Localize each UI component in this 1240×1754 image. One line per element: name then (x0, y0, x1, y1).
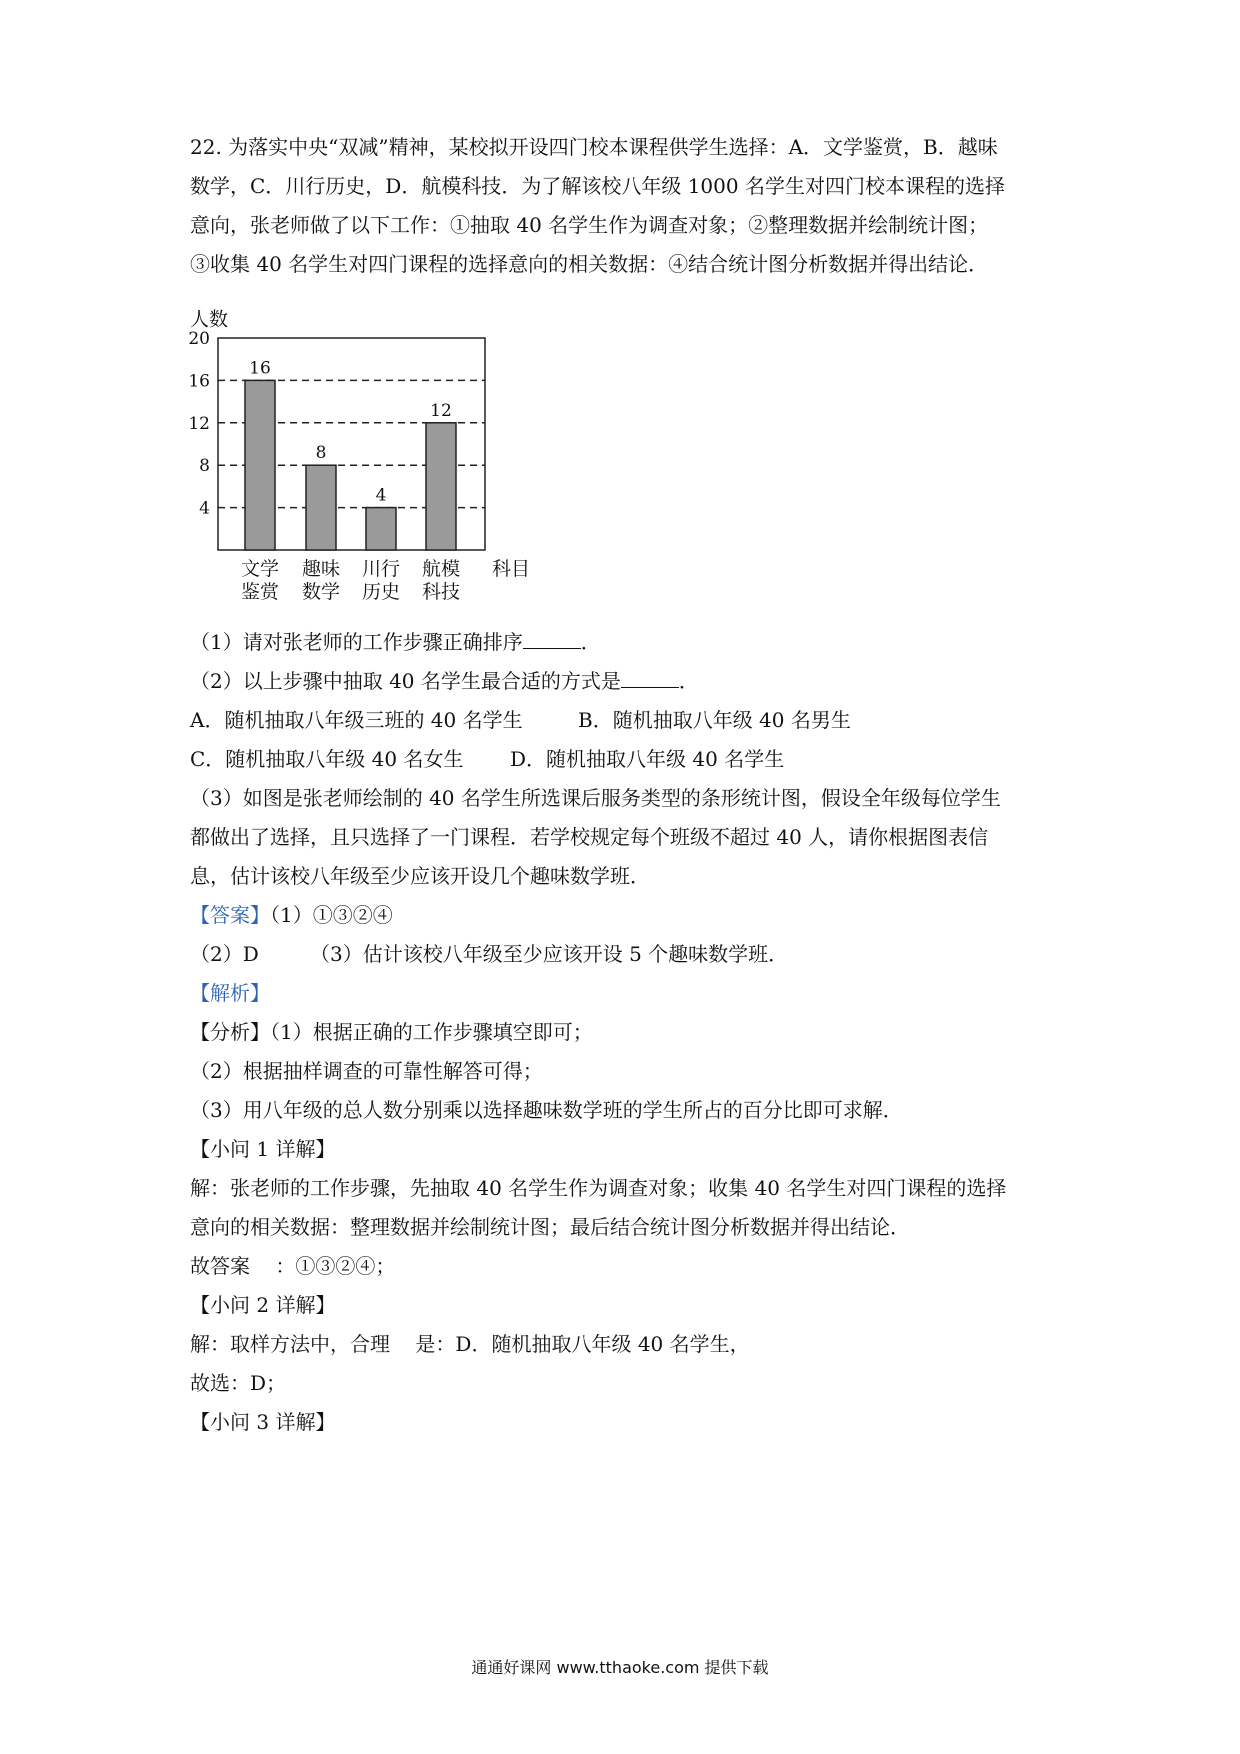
option-c: C．随机抽取八年级 40 名女生 (190, 747, 464, 771)
analysis-line-3: （3）用八年级的总人数分别乘以选择趣味数学班的学生所占的百分比即可求解． (190, 1098, 903, 1122)
sub-question-2-text: （2）以上步骤中抽取 40 名学生最合适的方式是 (190, 669, 621, 693)
detail-1-line-3: 故答案 ：①③②④； (190, 1254, 396, 1278)
data-label: 16 (249, 358, 271, 379)
detail-1-line-2: 意向的相关数据：整理数据并绘制统计图；最后结合统计图分析数据并得出结论． (190, 1215, 910, 1239)
x-axis-label: 科目 (492, 558, 531, 580)
bar (366, 508, 396, 550)
x-tick-label: 文学 (240, 558, 280, 580)
sub-question-1 (190, 628, 601, 656)
bar (426, 423, 456, 550)
y-tick-label: 4 (199, 498, 210, 519)
detail-2-line-1: 解：取样方法中，合理 是：D．随机抽取八年级 40 名学生， (190, 1332, 750, 1356)
detail-heading-3: 【小问 3 详解】 (190, 1410, 336, 1434)
option-a: A．随机抽取八年级三班的 40 名学生 (190, 708, 523, 732)
x-tick-label: 航模 (421, 558, 461, 580)
analysis-line-1: 【分析】（1）根据正确的工作步骤填空即可； (190, 1020, 593, 1044)
data-label: 12 (430, 400, 452, 421)
option-b: B．随机抽取八年级 40 名男生 (578, 708, 851, 732)
question-line-2: 数学，C．川行历史，D．航模科技．为了解该校八年级 1000 名学生对四门校本课程的选择 (190, 174, 1005, 198)
x-tick-label: 川行 (361, 558, 401, 580)
x-tick-label: 鉴赏 (240, 581, 280, 603)
detail-heading-2: 【小问 2 详解】 (190, 1293, 336, 1317)
answer-blank (523, 630, 581, 649)
bar-chart (190, 310, 550, 650)
x-tick-label: 历史 (361, 581, 401, 603)
answer-2: （2）D (190, 942, 259, 966)
x-tick-label: 趣味 (301, 558, 341, 580)
y-axis-label: 人数 (190, 308, 229, 331)
sub-question-2-end: ． (678, 669, 699, 693)
detail-1-line-1: 解：张老师的工作步骤，先抽取 40 名学生作为调查对象；收集 40 名学生对四门课程的选择 (190, 1176, 1007, 1200)
page-footer: 通通好课网 www.tthaoke.com 提供下载 (471, 1658, 769, 1677)
y-tick-label: 8 (199, 456, 210, 477)
y-tick-label: 16 (188, 371, 210, 392)
analysis-tag: 【解析】 (190, 981, 270, 1005)
sub-question-1-end: ． (580, 630, 601, 654)
data-label: 8 (315, 443, 327, 464)
chart-body (188, 309, 530, 603)
bar (306, 465, 336, 550)
sub-question-1-text: （1）请对张老师的工作步骤正确排序 (190, 630, 523, 654)
question-line-3: 意向，张老师做了以下工作：①抽取 40 名学生作为调查对象；②整理数据并绘制统计图； (190, 213, 989, 237)
question-line-4: ③收集 40 名学生对四门课程的选择意向的相关数据：④结合统计图分析数据并得出结论． (190, 252, 989, 276)
sub-question-2 (190, 667, 699, 695)
data-label: 4 (375, 485, 387, 506)
option-d: D．随机抽取八年级 40 名学生 (510, 747, 785, 771)
answer-3: （3）估计该校八年级至少应该开设 5 个趣味数学班． (310, 942, 789, 966)
x-tick-label: 科技 (421, 581, 461, 603)
analysis-line-2: （2）根据抽样调查的可靠性解答可得； (190, 1059, 543, 1083)
answer-line-1 (190, 901, 393, 929)
answer-tag: 【答案】 (190, 903, 270, 927)
bar (245, 380, 275, 550)
detail-heading-1: 【小问 1 详解】 (190, 1137, 336, 1161)
detail-2-line-2: 故选：D； (190, 1371, 287, 1395)
sub-question-3-line-2: 都做出了选择，且只选择了一门课程．若学校规定每个班级不超过 40 人，请你根据图表信 (190, 825, 989, 849)
y-tick-label: 20 (188, 329, 210, 349)
y-tick-label: 12 (188, 413, 210, 434)
sub-question-3-line-1: （3）如图是张老师绘制的 40 名学生所选课后服务类型的条形统计图，假设全年级每位学生 (190, 786, 1001, 810)
question-line-1: 22. 为落实中央“双减”精神，某校拟开设四门校本课程供学生选择：A．文学鉴赏，B．越味 (190, 135, 998, 159)
answer-blank (621, 669, 679, 688)
sub-question-3-line-3: 息，估计该校八年级至少应该开设几个趣味数学班． (190, 864, 650, 888)
answer-1: （1）①③②④ (270, 903, 393, 927)
x-tick-label: 数学 (301, 581, 341, 603)
